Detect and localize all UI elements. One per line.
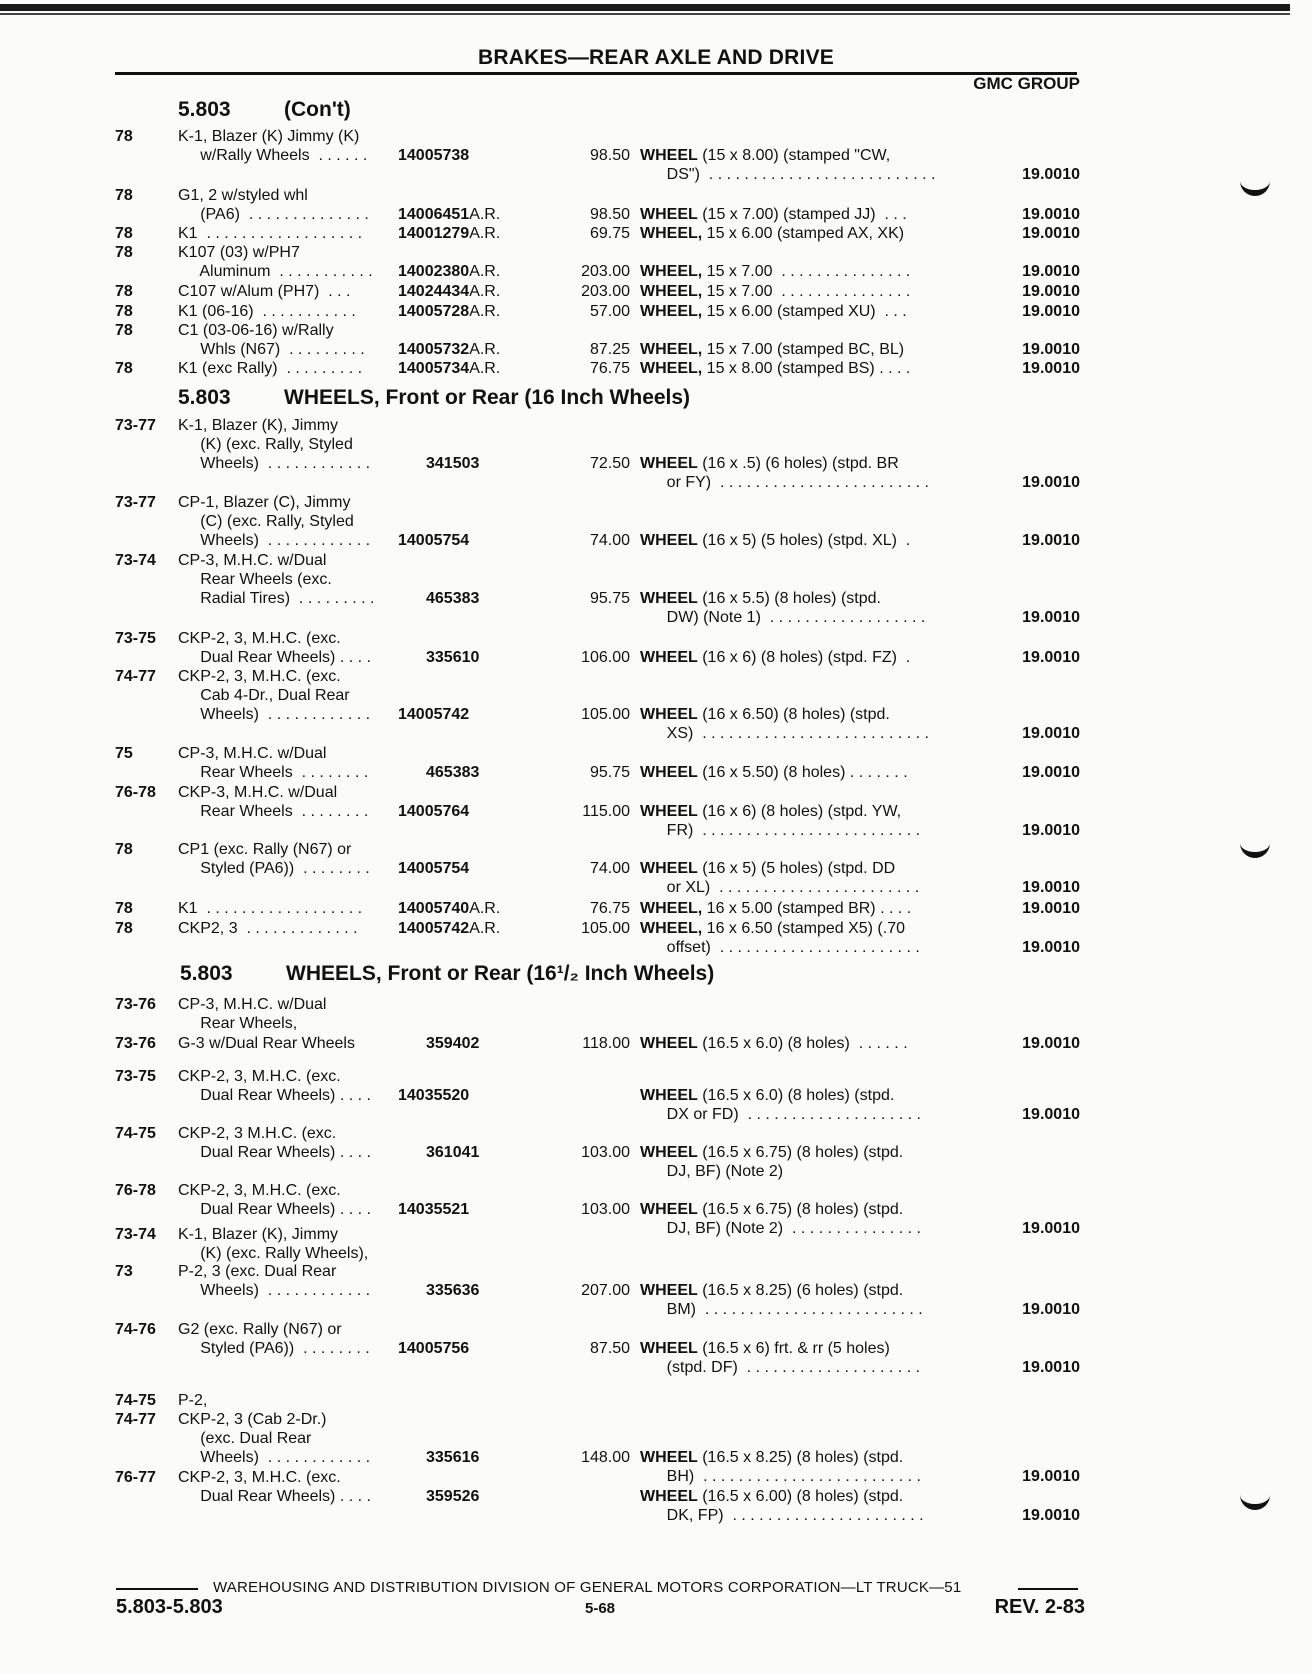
- as-required-note: A.R.: [469, 341, 501, 358]
- model-year: 73-74: [115, 1226, 156, 1243]
- application-description: CP-3, M.H.C. w/Dual Rear Wheels,: [178, 996, 327, 1032]
- group-number: 19.0010: [1022, 1035, 1080, 1052]
- application-description: CKP-2, 3, M.H.C. (exc. Dual Rear Wheels) . . . .: [178, 630, 371, 666]
- group-number: 19.0010: [1022, 1301, 1080, 1318]
- footer-section-range: 5.803-5.803: [116, 1596, 223, 1618]
- group-number: 19.0010: [1022, 1507, 1080, 1524]
- part-number: [398, 282, 500, 301]
- application-description: P-2, 3 (exc. Dual Rear Wheels) . . . . . . . . . . . .: [178, 1263, 371, 1299]
- part-number-value: 14024434: [398, 283, 470, 300]
- list-price: 203.00: [581, 283, 630, 300]
- model-year: 73-77: [115, 417, 156, 434]
- application-description: K1 (exc Rally) . . . . . . . . .: [178, 360, 363, 377]
- header-rule: [115, 72, 1077, 75]
- list-price: 76.75: [589, 900, 630, 917]
- section-heading-3: [180, 962, 714, 986]
- part-description: [640, 1200, 921, 1238]
- part-description-text: WHEEL (16.5 x 6.00) (8 holes) (stpd. DK, FP) . . . . . . . . . . . . . . . . . . . . . .: [640, 1488, 924, 1524]
- part-number-value: 14002380: [398, 263, 470, 280]
- part-number-value: 14005756: [398, 1340, 470, 1357]
- part-number-value: 14005754: [398, 532, 470, 549]
- part-number-value: 14006451: [398, 206, 470, 223]
- model-year: 74-75: [115, 1125, 156, 1142]
- application-description: K1 (06-16) . . . . . . . . . . .: [178, 303, 356, 320]
- model-year: 73-75: [115, 1068, 156, 1085]
- model-year: 73-74: [115, 552, 156, 569]
- list-price: 98.50: [589, 206, 630, 223]
- model-year: 75: [115, 745, 133, 762]
- list-price: 69.75: [589, 225, 630, 242]
- part-description: [640, 1487, 924, 1525]
- footer-rule-left: [116, 1588, 198, 1590]
- part-number: [426, 1487, 479, 1506]
- footer-rule-right: [1018, 1588, 1078, 1590]
- part-number-value: 14005742: [398, 706, 470, 723]
- part-description: [640, 1086, 921, 1124]
- part-description-text: WHEEL, 15 x 7.00 (stamped BC, BL): [640, 341, 905, 358]
- group-number: 19.0010: [1022, 283, 1080, 300]
- group-label: GMC GROUP: [973, 74, 1080, 93]
- part-description: [640, 763, 908, 782]
- application-description: CKP-2, 3, M.H.C. (exc. Dual Rear Wheels) . . . .: [178, 1068, 371, 1104]
- part-number: [398, 859, 469, 878]
- part-description-text: WHEEL, 15 x 8.00 (stamped BS) . . . .: [640, 360, 911, 377]
- group-number: 19.0010: [1022, 206, 1080, 223]
- part-number-value: 361041: [426, 1144, 480, 1161]
- application-description: CKP-2, 3, M.H.C. (exc. Dual Rear Wheels) . . . .: [178, 1469, 371, 1505]
- part-number: [398, 340, 500, 359]
- binder-hole-mark: [1240, 838, 1270, 858]
- part-number: [426, 1281, 479, 1300]
- model-year: 76-78: [115, 784, 156, 801]
- list-price: 57.00: [589, 303, 630, 320]
- group-number: 19.0010: [1022, 900, 1080, 917]
- group-number: 19.0010: [1022, 725, 1080, 742]
- model-year: 74-75: [115, 1392, 156, 1409]
- part-description: [640, 1448, 921, 1486]
- section-number: 5.803: [178, 386, 231, 409]
- application-description: CKP-2, 3, M.H.C. (exc. Dual Rear Wheels) . . . .: [178, 1182, 371, 1218]
- application-description: CKP-2, 3 M.H.C. (exc. Dual Rear Wheels) . . . .: [178, 1125, 371, 1161]
- part-description: [640, 1143, 903, 1181]
- application-description: K-1, Blazer (K), Jimmy (K) (exc. Rally Wheels),: [178, 1226, 369, 1262]
- application-description: K-1, Blazer (K) Jimmy (K) w/Rally Wheels . . . . . .: [178, 128, 368, 164]
- application-description: K-1, Blazer (K), Jimmy (K) (exc. Rally, Styled Wheels) . . . . . . . . . . . .: [178, 417, 371, 472]
- application-description: CP-3, M.H.C. w/Dual Rear Wheels . . . . . . . .: [178, 745, 369, 781]
- group-number: 19.0010: [1022, 1220, 1080, 1237]
- section-heading-2: [178, 386, 690, 410]
- part-number: [398, 705, 469, 724]
- part-description-text: WHEEL (16.5 x 6) frt. & rr (5 holes) (stpd. DF) . . . . . . . . . . . . . . . . . . . .: [640, 1340, 921, 1376]
- part-description-text: WHEEL (16 x 5.50) (8 holes) . . . . . . .: [640, 764, 908, 781]
- group-number: 19.0010: [1022, 1468, 1080, 1485]
- model-year: 73-75: [115, 630, 156, 647]
- part-number-value: 465383: [426, 590, 480, 607]
- as-required-note: A.R.: [469, 303, 501, 320]
- part-number-value: 335636: [426, 1282, 480, 1299]
- part-number-value: 14035521: [398, 1201, 470, 1218]
- part-description-text: WHEEL (16.5 x 6.0) (8 holes) . . . . . .: [640, 1035, 908, 1052]
- list-price: 103.00: [581, 1201, 630, 1218]
- part-description: [640, 224, 904, 243]
- group-number: 19.0010: [1022, 764, 1080, 781]
- group-number: 19.0010: [1022, 166, 1080, 183]
- part-number: [398, 899, 500, 918]
- group-number: 19.0010: [1022, 341, 1080, 358]
- model-year: 73-77: [115, 494, 156, 511]
- part-description-text: WHEEL, 15 x 7.00 . . . . . . . . . . . . . . .: [640, 263, 911, 280]
- part-description: [640, 531, 910, 550]
- part-number: [426, 454, 479, 473]
- model-year: 74-76: [115, 1321, 156, 1338]
- list-price: 148.00: [581, 1449, 630, 1466]
- as-required-note: A.R.: [469, 263, 501, 280]
- application-description: P-2,: [178, 1392, 208, 1409]
- application-description: CP-1, Blazer (C), Jimmy (C) (exc. Rally, Styled Wheels) . . . . . . . . . . . .: [178, 494, 371, 549]
- part-number-value: 359402: [426, 1035, 480, 1052]
- part-number: [426, 1448, 479, 1467]
- as-required-note: A.R.: [469, 360, 501, 377]
- part-description: [640, 302, 907, 321]
- footer-publisher: WAREHOUSING AND DISTRIBUTION DIVISION OF GENERAL MOTORS CORPORATION—LT TRUCK—51: [213, 1579, 962, 1596]
- part-description: [640, 205, 907, 224]
- application-description: CKP2, 3 . . . . . . . . . . . . .: [178, 920, 358, 937]
- application-description: C107 w/Alum (PH7) . . .: [178, 283, 351, 300]
- part-description: [640, 359, 910, 378]
- part-description: [640, 282, 910, 301]
- as-required-note: A.R.: [469, 900, 501, 917]
- binder-hole-mark: [1240, 176, 1270, 196]
- part-description-text: WHEEL (16.5 x 6.75) (8 holes) (stpd. DJ, BF) (Note 2): [640, 1144, 904, 1180]
- part-description: [640, 262, 910, 281]
- list-price: 98.50: [589, 147, 630, 164]
- group-number: 19.0010: [1022, 649, 1080, 666]
- part-description-text: WHEEL (16.5 x 6.0) (8 holes) (stpd. DX or FD) . . . . . . . . . . . . . . . . . . . .: [640, 1087, 921, 1123]
- part-description-text: WHEEL (16.5 x 8.25) (6 holes) (stpd. BM) . . . . . . . . . . . . . . . . . . . . . . . . .: [640, 1282, 923, 1318]
- part-number-value: 14005734: [398, 360, 470, 377]
- group-number: 19.0010: [1022, 939, 1080, 956]
- as-required-note: A.R.: [469, 225, 501, 242]
- part-description-text: WHEEL (15 x 7.00) (stamped JJ) . . .: [640, 206, 907, 223]
- application-description: K107 (03) w/PH7 Aluminum . . . . . . . . . . .: [178, 244, 373, 280]
- model-year: 73-76: [115, 996, 156, 1013]
- part-number-value: 14005754: [398, 860, 470, 877]
- list-price: 106.00: [581, 649, 630, 666]
- group-number: 19.0010: [1022, 263, 1080, 280]
- part-number-value: 14005738: [398, 147, 470, 164]
- top-border-thin: [0, 13, 1290, 15]
- group-number: 19.0010: [1022, 1359, 1080, 1376]
- model-year: 78: [115, 283, 133, 300]
- part-description: [640, 919, 920, 957]
- part-description-text: WHEEL (15 x 8.00) (stamped "CW, DS") . . . . . . . . . . . . . . . . . . . . . . . . . .: [640, 147, 936, 183]
- part-description-text: WHEEL (16 x 6) (8 holes) (stpd. FZ) .: [640, 649, 911, 666]
- part-description: [640, 859, 919, 897]
- application-description: G-3 w/Dual Rear Wheels: [178, 1035, 355, 1052]
- part-description-text: WHEEL, 15 x 7.00 . . . . . . . . . . . . . . .: [640, 283, 911, 300]
- part-number-value: 14001279: [398, 225, 470, 242]
- group-number: 19.0010: [1022, 225, 1080, 242]
- part-description-text: WHEEL, 16 x 5.00 (stamped BR) . . . .: [640, 900, 912, 917]
- part-number: [426, 1143, 479, 1162]
- part-number: [426, 648, 479, 667]
- part-number-value: 14005740: [398, 900, 470, 917]
- footer-page-number: 5-68: [584, 1600, 616, 1617]
- model-year: 76-77: [115, 1469, 156, 1486]
- part-number: [398, 919, 500, 938]
- part-description-text: WHEEL, 15 x 6.00 (stamped XU) . . .: [640, 303, 907, 320]
- list-price: 74.00: [589, 860, 630, 877]
- part-description: [640, 705, 929, 743]
- part-description: [640, 1339, 920, 1377]
- as-required-note: A.R.: [469, 283, 501, 300]
- part-description-text: WHEEL (16 x 5.5) (8 holes) (stpd. DW) (Note 1) . . . . . . . . . . . . . . . . . .: [640, 590, 926, 626]
- binder-hole-mark: [1240, 1490, 1270, 1510]
- part-number: [398, 1339, 469, 1358]
- model-year: 78: [115, 322, 133, 339]
- part-number-value: 14005742: [398, 920, 470, 937]
- part-description-text: WHEEL (16 x .5) (6 holes) (stpd. BR or FY) . . . . . . . . . . . . . . . . . . . . . . . .: [640, 455, 929, 491]
- part-description-text: WHEEL (16.5 x 8.25) (8 holes) (stpd. BH) . . . . . . . . . . . . . . . . . . . . . . . . .: [640, 1449, 921, 1485]
- model-year: 78: [115, 303, 133, 320]
- part-description-text: WHEEL, 16 x 6.50 (stamped X5) (.70 offset) . . . . . . . . . . . . . . . . . . . . . . .: [640, 920, 920, 956]
- page-title: BRAKES—REAR AXLE AND DRIVE: [477, 46, 834, 69]
- part-number-value: 14005728: [398, 303, 470, 320]
- group-number: 19.0010: [1022, 303, 1080, 320]
- list-price: 72.50: [589, 455, 630, 472]
- part-description: [640, 1281, 923, 1319]
- part-number-value: 14005764: [398, 803, 470, 820]
- model-year: 73: [115, 1263, 133, 1280]
- section-heading-1: [178, 98, 351, 122]
- model-year: 74-77: [115, 1411, 156, 1428]
- part-number-value: 465383: [426, 764, 480, 781]
- list-price: 105.00: [581, 706, 630, 723]
- part-description: [640, 899, 911, 918]
- application-description: CP1 (exc. Rally (N67) or Styled (PA6)) . . . . . . . .: [178, 841, 370, 877]
- model-year: 78: [115, 128, 133, 145]
- part-description: [640, 1034, 908, 1053]
- group-number: 19.0010: [1022, 879, 1080, 896]
- part-number: [398, 146, 469, 165]
- part-number: [398, 224, 500, 243]
- application-description: CKP-2, 3 (Cab 2-Dr.) (exc. Dual Rear Wheels) . . . . . . . . . . . .: [178, 1411, 371, 1466]
- part-number: [426, 763, 479, 782]
- model-year: 78: [115, 920, 133, 937]
- group-number: 19.0010: [1022, 532, 1080, 549]
- part-description-text: WHEEL (16 x 6) (8 holes) (stpd. YW, FR) . . . . . . . . . . . . . . . . . . . . . . . . .: [640, 803, 921, 839]
- application-description: CKP-2, 3, M.H.C. (exc. Cab 4-Dr., Dual Rear Wheels) . . . . . . . . . . . .: [178, 668, 371, 723]
- part-number: [426, 1034, 479, 1053]
- part-number: [398, 359, 500, 378]
- list-price: 87.50: [589, 1340, 630, 1357]
- list-price: 95.75: [589, 764, 630, 781]
- list-price: 103.00: [581, 1144, 630, 1161]
- group-number: 19.0010: [1022, 360, 1080, 377]
- list-price: 76.75: [589, 360, 630, 377]
- part-number-value: 335616: [426, 1449, 480, 1466]
- part-description-text: WHEEL (16 x 5) (5 holes) (stpd. DD or XL) . . . . . . . . . . . . . . . . . . . . . . .: [640, 860, 920, 896]
- model-year: 78: [115, 187, 133, 204]
- group-number: 19.0010: [1022, 822, 1080, 839]
- list-price: 105.00: [581, 920, 630, 937]
- application-description: CP-3, M.H.C. w/Dual Rear Wheels (exc. Radial Tires) . . . . . . . . .: [178, 552, 375, 607]
- part-description: [640, 340, 904, 359]
- group-number: 19.0010: [1022, 609, 1080, 626]
- application-description: K1 . . . . . . . . . . . . . . . . . .: [178, 900, 363, 917]
- part-description: [640, 589, 925, 627]
- section-title: (Con't): [284, 98, 351, 121]
- section-number: 5.803: [180, 962, 233, 985]
- as-required-note: A.R.: [469, 206, 501, 223]
- list-price: 207.00: [581, 1282, 630, 1299]
- model-year: 78: [115, 900, 133, 917]
- application-description: G1, 2 w/styled whl (PA6) . . . . . . . . . . . . . .: [178, 187, 369, 223]
- part-number-value: 14035520: [398, 1087, 470, 1104]
- group-number: 19.0010: [1022, 1106, 1080, 1123]
- section-number: 5.803: [178, 98, 231, 121]
- model-year: 78: [115, 360, 133, 377]
- part-number-value: 335610: [426, 649, 480, 666]
- part-description-text: WHEEL, 15 x 6.00 (stamped AX, XK): [640, 225, 905, 242]
- list-price: 74.00: [589, 532, 630, 549]
- model-year: 78: [115, 225, 133, 242]
- part-description: [640, 454, 929, 492]
- part-number: [398, 802, 469, 821]
- list-price: 203.00: [581, 263, 630, 280]
- section-title: WHEELS, Front or Rear (16 Inch Wheels): [284, 386, 691, 409]
- list-price: 115.00: [582, 803, 630, 820]
- part-number: [398, 1086, 469, 1105]
- list-price: 95.75: [589, 590, 630, 607]
- part-description: [640, 146, 936, 184]
- footer-revision: REV. 2-83: [994, 1596, 1085, 1618]
- application-description: CKP-3, M.H.C. w/Dual Rear Wheels . . . . . . . .: [178, 784, 369, 820]
- part-number: [398, 205, 500, 224]
- model-year: 76-78: [115, 1182, 156, 1199]
- part-description-text: WHEEL (16 x 6.50) (8 holes) (stpd. XS) . . . . . . . . . . . . . . . . . . . . . . . . . .: [640, 706, 929, 742]
- part-number: [426, 589, 479, 608]
- part-number: [398, 262, 500, 281]
- application-description: G2 (exc. Rally (N67) or Styled (PA6)) . . . . . . . .: [178, 1321, 370, 1357]
- part-description: [640, 648, 910, 667]
- part-description: [640, 802, 920, 840]
- group-number: 19.0010: [1022, 474, 1080, 491]
- model-year: 73-76: [115, 1035, 156, 1052]
- part-number-value: 14005732: [398, 341, 470, 358]
- list-price: 87.25: [589, 341, 630, 358]
- part-number: [398, 531, 469, 550]
- application-description: K1 . . . . . . . . . . . . . . . . . .: [178, 225, 363, 242]
- part-description-text: WHEEL (16 x 5) (5 holes) (stpd. XL) .: [640, 532, 911, 549]
- model-year: 74-77: [115, 668, 156, 685]
- list-price: 118.00: [582, 1035, 630, 1052]
- model-year: 78: [115, 841, 133, 858]
- part-number-value: 359526: [426, 1488, 480, 1505]
- model-year: 78: [115, 244, 133, 261]
- as-required-note: A.R.: [469, 920, 501, 937]
- part-number: [398, 302, 500, 321]
- part-number: [398, 1200, 469, 1219]
- application-description: C1 (03-06-16) w/Rally Whls (N67) . . . . . . . . .: [178, 322, 365, 358]
- part-description-text: WHEEL (16.5 x 6.75) (8 holes) (stpd. DJ, BF) (Note 2) . . . . . . . . . . . . . . .: [640, 1201, 921, 1237]
- section-title: WHEELS, Front or Rear (16¹/₂ Inch Wheels): [286, 962, 715, 985]
- top-border: [0, 4, 1290, 11]
- part-number-value: 341503: [426, 455, 480, 472]
